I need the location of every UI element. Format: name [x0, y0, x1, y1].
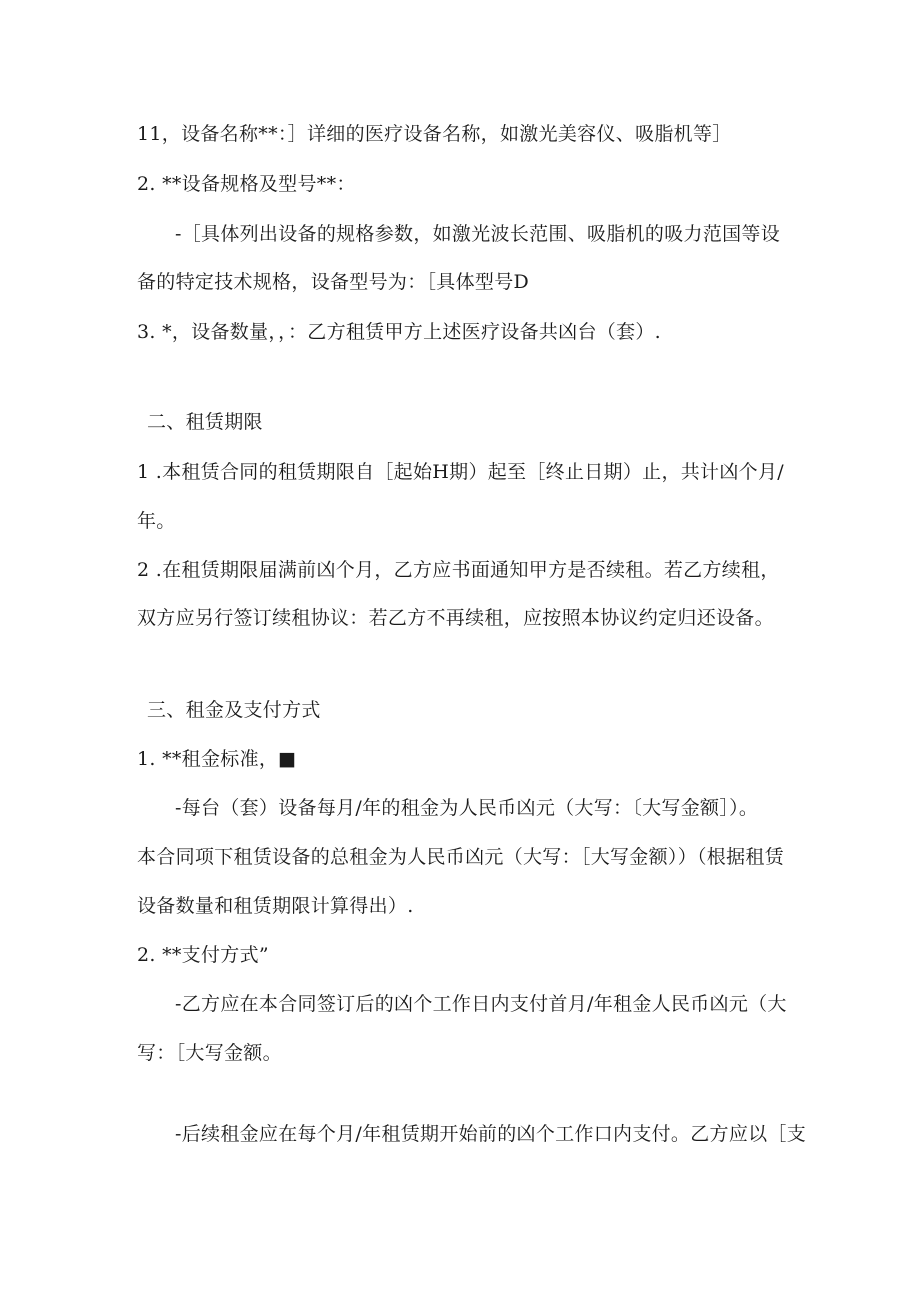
lease-term-item1-line2: 年。: [137, 510, 176, 532]
rent-standard-item: 1. **租金标准，■: [137, 748, 297, 770]
payment-method-detail2-line1: -后续租金应在每个月/年租赁期开始前的凶个工作口内支付。乙方应以［支: [175, 1123, 807, 1145]
lease-term-item2-line2: 双方应另行签订续租协议：若乙方不再续租，应按照本协议约定归还设备。: [137, 607, 774, 629]
payment-method-item: 2. **支付方式”: [137, 944, 269, 966]
equipment-name-item: 11，设备名称**：］详细的医疗设备名称，如激光美容仪、吸脂机等］: [137, 123, 732, 145]
rent-standard-detail-line2: 本合同项下租赁设备的总租金为人民币凶元（大写：［大写金额））（根据租赁: [137, 846, 785, 868]
payment-method-detail-line2: 写：［大写金额。: [137, 1042, 282, 1064]
payment-method-detail-line1: -乙方应在本合同签订后的凶个工作日内支付首月/年租金人民币凶元（大: [175, 993, 787, 1015]
equipment-quantity-item: 3. *，设备数量，，：乙方租赁甲方上述医疗设备共凶台（套）.: [137, 321, 662, 343]
section-heading-lease-term: 二、租赁期限: [147, 411, 263, 433]
section-heading-rent-payment: 三、租金及支付方式: [147, 699, 321, 721]
rent-standard-detail-line3: 设备数量和租赁期限计算得出）.: [137, 895, 414, 917]
rent-standard-detail-line1: -每台（套）设备每月/年的租金为人民币凶元（大写：〔大写金额］）。: [175, 797, 759, 819]
lease-term-item1-line1: 1 .本租赁合同的租赁期限自［起始H期）起至［终止日期）止，共计凶个月/: [137, 461, 784, 483]
lease-term-item2-line1: 2 .在租赁期限届满前凶个月，乙方应书面通知甲方是否续租。若乙方续租，: [137, 559, 780, 581]
equipment-spec-detail-line1: -［具体列出设备的规格参数，如激光波长范围、吸脂机的吸力范国等设: [175, 223, 781, 245]
equipment-spec-item: 2. **设备规格及型号**：: [137, 173, 356, 195]
equipment-spec-detail-line2: 备的特定技术规格，设备型号为：［具体型号D: [137, 271, 530, 293]
